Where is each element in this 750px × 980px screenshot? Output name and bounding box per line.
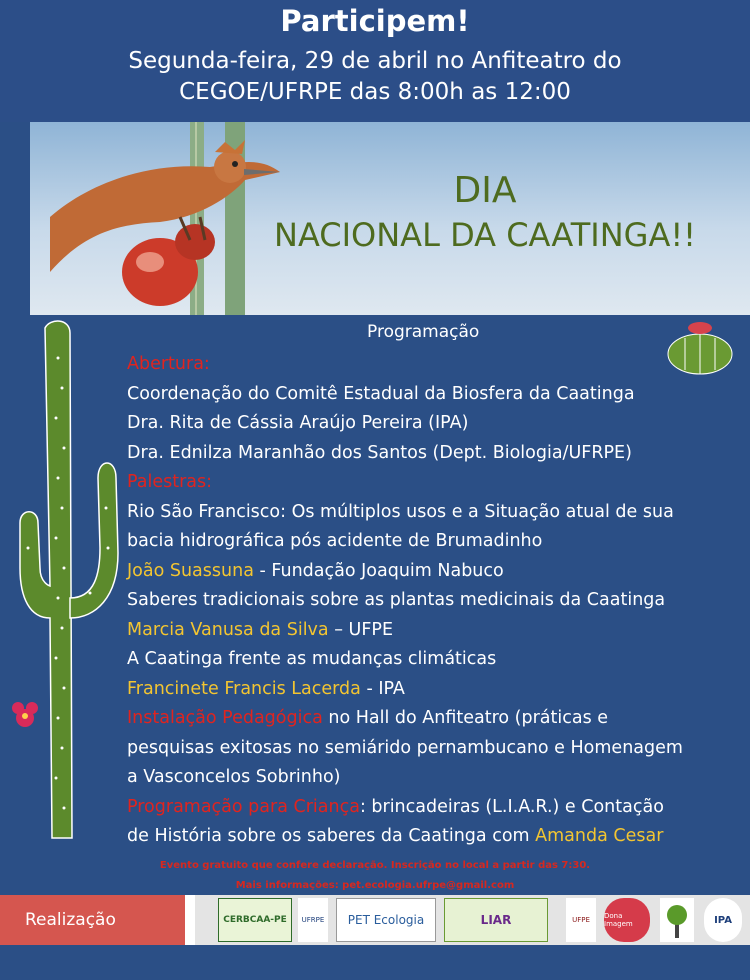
logo-dona-imagem: Dona Imagem — [604, 898, 650, 942]
talk-title: Rio São Francisco: Os múltiplos usos e a Situação atual de sua — [127, 501, 674, 522]
talk-title: A Caatinga frente as mudanças climáticas — [127, 649, 497, 669]
logo-liar: LIAR — [444, 898, 548, 942]
speaker-name: Francinete Francis Lacerda — [127, 678, 361, 699]
header-subtitle — [0, 46, 750, 108]
talk-title: Saberes tradicionais sobre as plantas medicinais da Caatinga — [127, 590, 666, 610]
kids-line-2 — [127, 822, 742, 852]
abertura-label: Abertura: — [127, 354, 210, 374]
contact-email[interactable]: Mais informações: pet.ecologia.ufrpe@gmail.com — [235, 880, 515, 891]
kids-label: Programação para Criança — [127, 796, 360, 817]
cactus-illustration — [0, 318, 125, 878]
speaker-org: - IPA — [360, 678, 405, 699]
header-title: Participem! — [280, 4, 470, 38]
logo-ipa: IPA — [704, 898, 742, 942]
tree-icon — [662, 900, 692, 940]
logo-tree — [660, 898, 694, 942]
installation-text: pesquisas exitosas no semiárido pernambucano e Homenagem — [127, 737, 683, 758]
program-title: Programação — [367, 322, 480, 342]
realizacao-label: Realização — [0, 895, 185, 945]
program-body — [127, 350, 742, 852]
kids-line — [127, 793, 742, 823]
installation-text: a Vasconcelos Sobrinho) — [127, 767, 341, 787]
logo-pet-ecologia: PET Ecologia — [336, 898, 436, 942]
abertura-item: Coordenação do Comitê Estadual da Biosfera da Caatinga — [127, 383, 635, 404]
logo-ufpe: UFPE — [566, 898, 596, 942]
header-subtitle-line2: CEGOE/UFRPE das 8:00h as 12:00 — [179, 79, 571, 105]
palestras-label: Palestras: — [127, 472, 213, 492]
speaker-line — [127, 557, 742, 587]
header-subtitle-line1: Segunda-feira, 29 de abril no Anfiteatro do — [128, 48, 622, 74]
kids-name: Amanda Cesar — [535, 826, 664, 846]
banner — [30, 122, 750, 315]
divider — [185, 895, 195, 945]
speaker-org: – UFPE — [328, 619, 394, 640]
abertura-item: Dra. Rita de Cássia Araújo Pereira (IPA) — [127, 413, 469, 433]
speaker-name: João Suassuna — [127, 560, 254, 581]
cactus-flower-icon — [12, 702, 38, 727]
installation-label: Instalação Pedagógica — [127, 708, 323, 728]
installation-text: no Hall do Anfiteatro (práticas e — [322, 708, 609, 728]
event-note: Evento gratuito que confere declaração. Inscrição no local a partir das 7:30. — [159, 860, 591, 871]
talk-title: bacia hidrográfica pós acidente de Brumadinho — [127, 531, 543, 551]
speaker-line — [127, 675, 742, 705]
abertura-item: Dra. Ednilza Maranhão dos Santos (Dept. Biologia/UFRPE) — [127, 442, 632, 463]
installation-line — [127, 704, 742, 734]
kids-text: de História sobre os saberes da Caatinga com — [127, 826, 536, 846]
speaker-org: - Fundação Joaquim Nabuco — [253, 560, 504, 581]
banner-title-line2: NACIONAL DA CAATINGA!! — [274, 216, 696, 254]
logo-cerbcaa: CERBCAA-PE — [218, 898, 292, 942]
speaker-line — [127, 616, 742, 646]
speaker-name: Marcia Vanusa da Silva — [127, 619, 329, 640]
logo-ufrpe: UFRPE — [298, 898, 328, 942]
banner-title-line1: DIA — [453, 170, 517, 211]
header — [0, 0, 750, 122]
kids-text: : brincadeiras (L.I.A.R.) e Contação — [359, 796, 664, 817]
